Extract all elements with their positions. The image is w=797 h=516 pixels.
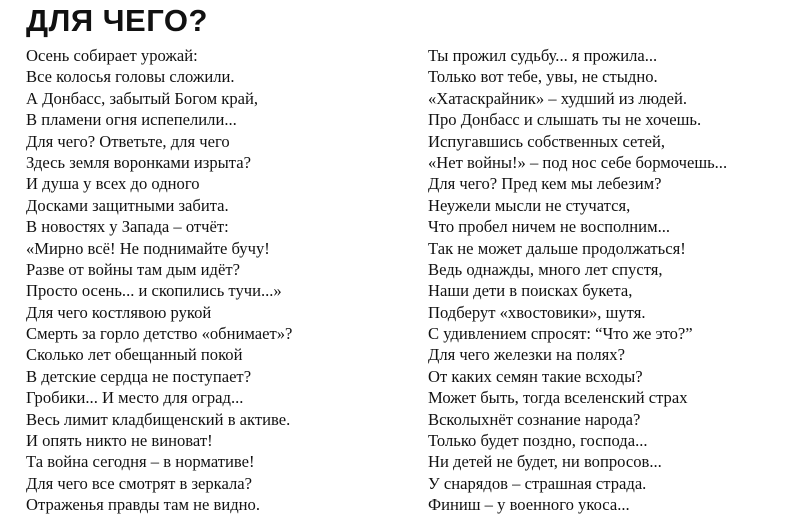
poem-line: А Донбасс, забытый Богом край, [26, 88, 259, 108]
poem-line: Ведь однажды, много лет спустя, [428, 259, 663, 279]
poem-line: Подберут «хвостовики», шутя. [428, 302, 646, 322]
poem-line: Отраженья правды там не видно. [26, 495, 260, 515]
poem-line: Досками защитными забита. [26, 195, 229, 215]
poem-line: «Хатаскрайник» – худший из людей. [428, 88, 688, 108]
poem-line: Финиш – у военного укоса... [428, 495, 630, 515]
poem-line: Разве от войны там дым идёт? [26, 259, 240, 279]
poem-line: Только будет поздно, господа... [428, 431, 648, 451]
poem-line: Так не может дальше продолжаться! [428, 238, 686, 258]
poem-line: И душа у всех до одного [26, 174, 200, 194]
poem-line: Про Донбасс и слышать ты не хочешь. [428, 110, 702, 130]
poem-line: Для чего костлявою рукой [26, 302, 212, 322]
poem-line: Осень собирает урожай: [26, 46, 198, 65]
poem-line: С удивлением спросят: “Что же это?” [428, 324, 693, 344]
poem-line: «Мирно всё! Не поднимайте бучу! [26, 238, 270, 258]
poem-line: Испугавшись собственных сетей, [428, 131, 666, 151]
poem-line: Для чего все смотрят в зеркала? [26, 473, 253, 493]
poem-column-left [26, 45, 292, 516]
poem-line: Для чего? Пред кем мы лебезим? [428, 174, 662, 194]
poem-line: Ни детей не будет, ни вопросов... [428, 452, 662, 472]
poem-line: От каких семян такие всходы? [428, 366, 643, 386]
poem-line: Всколыхнёт сознание народа? [428, 409, 641, 429]
poem-line: В детские сердца не поступает? [26, 366, 252, 386]
poem-line: В новостях у Запада – отчёт: [26, 217, 229, 237]
poem-line: Ты прожил судьбу... я прожила... [428, 46, 658, 65]
poem-line: Гробики... И место для оград... [26, 388, 244, 408]
poem-line: Только вот тебе, увы, не стыдно. [428, 67, 658, 87]
poem-line: Что пробел ничем не восполним... [428, 217, 671, 237]
poem-line: «Нет войны!» – под нос себе бормочешь... [428, 152, 728, 172]
poem-line: Все колосья головы сложили. [26, 67, 235, 87]
poem-line: Просто осень... и скопились тучи...» [26, 281, 282, 301]
poem-line: Сколько лет обещанный покой [26, 345, 243, 365]
poem-line: У снарядов – страшная страда. [428, 473, 647, 493]
poem-title: ДЛЯ ЧЕГО? [26, 3, 208, 38]
poem-line: Смерть за горло детство «обнимает»? [26, 324, 293, 344]
poem-line: Та война сегодня – в нормативе! [26, 452, 255, 472]
poem-line: Может быть, тогда вселенский страх [428, 388, 688, 408]
poem-line: Наши дети в поисках букета, [428, 281, 633, 301]
poem-line: Для чего? Ответьте, для чего [26, 131, 230, 151]
poem-line: В пламени огня испепелили... [26, 110, 237, 130]
poem-line: И опять никто не виноват! [26, 431, 213, 451]
poem-line: Весь лимит кладбищенский в активе. [26, 409, 291, 429]
poem-line: Здесь земля воронками изрыта? [26, 152, 251, 172]
poem-line: Для чего железки на полях? [428, 345, 625, 365]
poem-line: Неужели мысли не стучатся, [428, 195, 631, 215]
poem-column-right [428, 45, 727, 516]
